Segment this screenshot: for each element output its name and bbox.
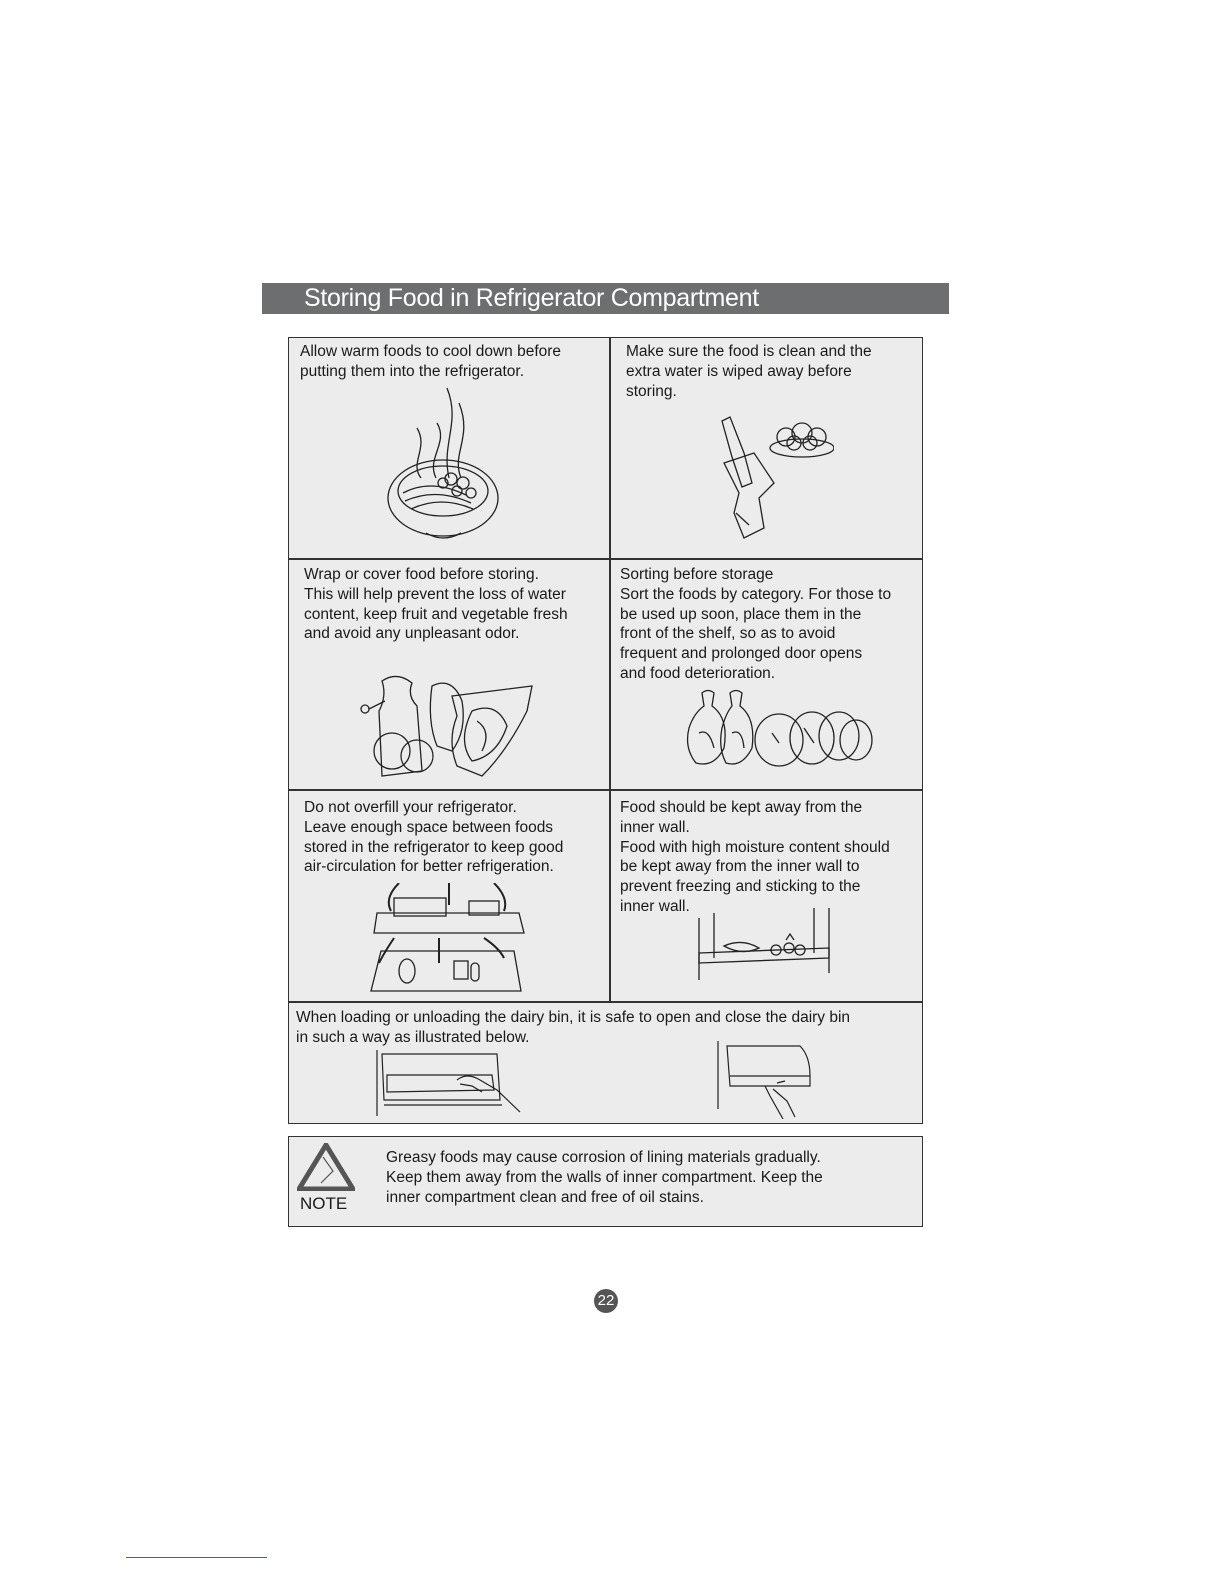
air-circulation-illustration bbox=[369, 883, 529, 995]
tip-sorting-text: Sorting before storage Sort the foods by category. For those to be used up soon, place them in the front of the shelf, so as to avoid frequent and prolonged door opens and food deterioration. bbox=[620, 566, 892, 682]
wrapped-food-illustration bbox=[357, 671, 537, 781]
inner-wall-illustration bbox=[694, 908, 839, 983]
warning-triangle-icon bbox=[297, 1143, 355, 1191]
footer-rule bbox=[126, 1557, 267, 1558]
tip-dairy-bin-text: When loading or unloading the dairy bin, it is safe to open and close the dairy bin in such a way as illustrated below. bbox=[296, 1009, 851, 1046]
tip-inner-wall-text: Food should be kept away from the inner wall. Food with high moisture content should be kept away from the inner wall to prevent freezing and sticking to the inner wall. bbox=[620, 799, 890, 915]
wiping-bottle-illustration bbox=[714, 413, 834, 548]
tip-overfill-text: Do not overfill your refrigerator. Leave enough space between foods stored in the refrigerator to keep good air-circulation for better refrigeration. bbox=[304, 799, 564, 876]
dairy-bin-open-illustration bbox=[372, 1050, 522, 1118]
note-text: Greasy foods may cause corrosion of lining materials gradually. Keep them away from the walls of inner compartment. Keep the inner compartment clean and free of oil stains. bbox=[386, 1149, 823, 1206]
dairy-bin-close-illustration bbox=[715, 1041, 815, 1119]
row-divider bbox=[289, 1001, 922, 1003]
sorted-food-illustration bbox=[684, 688, 874, 773]
row-divider bbox=[289, 558, 922, 560]
hot-bowl-illustration bbox=[381, 383, 511, 548]
note-box bbox=[288, 1136, 923, 1227]
tip-clean-food-text: Make sure the food is clean and the extra water is wiped away before storing. bbox=[626, 343, 872, 400]
tip-wrap-food-text: Wrap or cover food before storing. This will help prevent the loss of water content, keep fruit and vegetable fresh and avoid any unpleasant odor. bbox=[304, 566, 568, 643]
tip-cool-down-text: Allow warm foods to cool down before putting them into the refrigerator. bbox=[300, 343, 562, 380]
column-divider bbox=[609, 338, 611, 1001]
tips-grid bbox=[288, 337, 923, 1124]
note-label: NOTE bbox=[300, 1194, 348, 1213]
page-number: 22 bbox=[594, 1289, 618, 1313]
row-divider bbox=[289, 789, 922, 791]
section-title: Storing Food in Refrigerator Compartment bbox=[304, 284, 759, 312]
section-title-bar bbox=[262, 283, 949, 314]
